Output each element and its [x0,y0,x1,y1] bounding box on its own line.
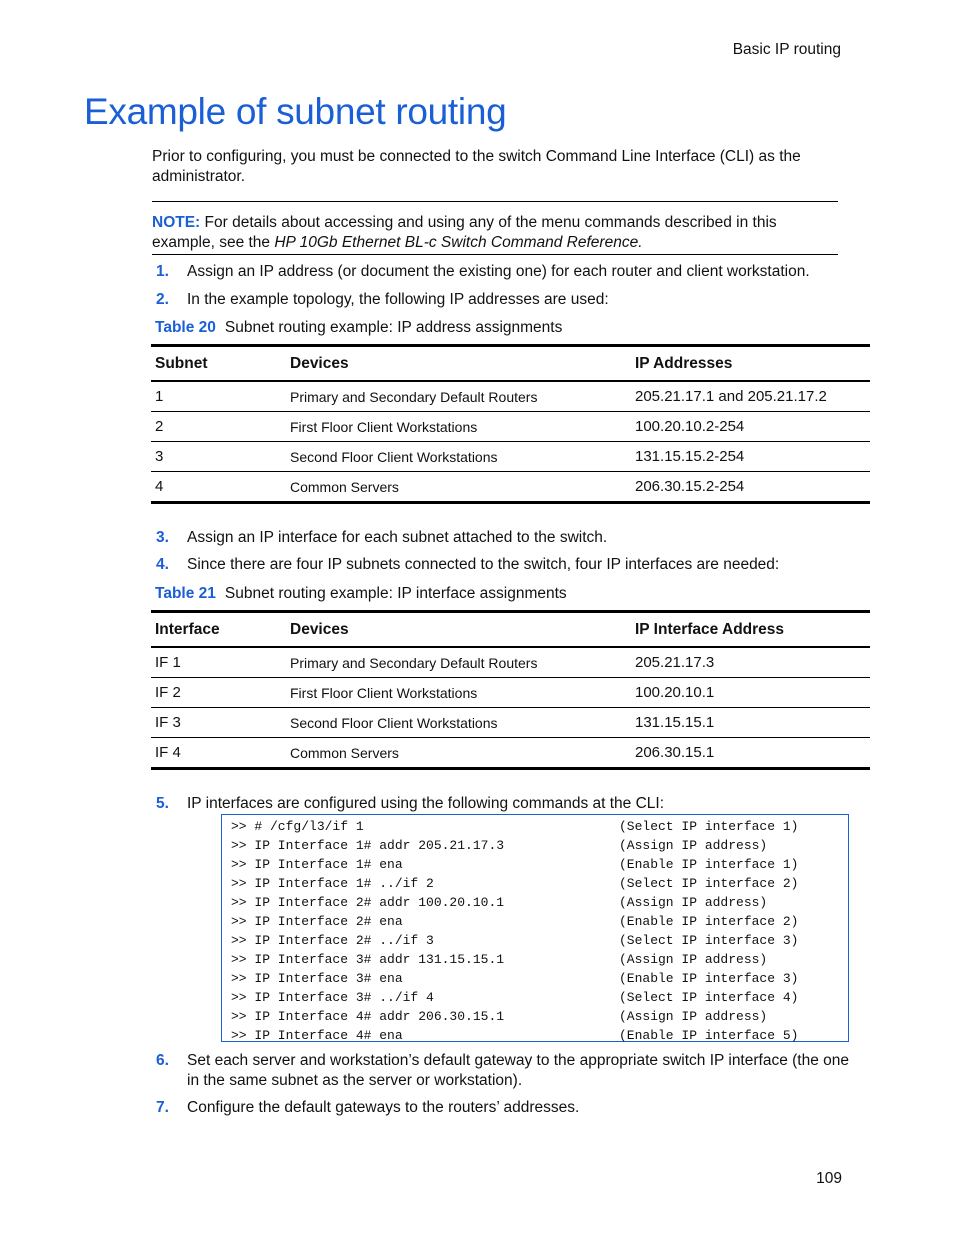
table-row [151,381,870,412]
cell: 205.21.17.3 [631,647,870,678]
code-command: >> IP Interface 3# ena [231,971,403,986]
step-text: Set each server and workstation’s default gateway to the appropriate switch IP interface (the one in the same subnet as the server or workstation). [187,1052,850,1089]
note-box [152,213,838,253]
table-21-caption [155,585,567,603]
step-6 [156,1051,861,1091]
step-1 [156,262,861,282]
code-line [231,912,848,931]
code-command: >> IP Interface 4# ena [231,1028,403,1043]
code-line [231,931,848,950]
step-text: Configure the default gateways to the routers’ addresses. [187,1099,580,1116]
step-number: 6. [156,1052,169,1069]
code-comment: (Assign IP address) [619,838,768,853]
table-header-row [151,346,870,382]
code-line [231,893,848,912]
code-command: >> IP Interface 1# ../if 2 [231,876,434,891]
table-row [151,472,870,503]
note-top-rule [152,201,838,202]
code-comment: (Assign IP address) [619,952,768,967]
code-comment: (Assign IP address) [619,1009,768,1024]
code-line [231,988,848,1007]
cell: 206.30.15.2-254 [631,472,870,503]
cell: 131.15.15.2-254 [631,442,870,472]
table-row [151,738,870,769]
column-header: Interface [151,612,286,648]
step-3 [156,528,861,548]
table-row [151,647,870,678]
table-caption-text: Subnet routing example: IP address assignments [224,319,563,336]
code-comment: (Assign IP address) [619,895,768,910]
code-command: >> # /cfg/l3/if 1 [231,819,364,834]
table-label: Table 20 [155,319,216,336]
step-number: 3. [156,529,169,546]
code-line [231,969,848,988]
cell: Second Floor Client Workstations [286,708,631,738]
cell: 3 [151,442,286,472]
cell: Common Servers [286,738,631,769]
step-number: 2. [156,291,169,308]
column-header: IP Interface Address [631,612,870,648]
cell: IF 2 [151,678,286,708]
code-command: >> IP Interface 2# ena [231,914,403,929]
step-2 [156,290,861,310]
cell: 100.20.10.2-254 [631,412,870,442]
cell: 205.21.17.1 and 205.21.17.2 [631,381,870,412]
step-7 [156,1098,861,1118]
column-header: Devices [286,612,631,648]
ip-address-table [151,344,870,504]
step-text: In the example topology, the following IP addresses are used: [187,291,609,308]
code-command: >> IP Interface 3# ../if 4 [231,990,434,1005]
cell: IF 3 [151,708,286,738]
column-header: Devices [286,346,631,382]
step-text: Since there are four IP subnets connected to the switch, four IP interfaces are needed: [187,556,780,573]
step-number: 4. [156,556,169,573]
table-20-caption [155,319,562,337]
code-comment: (Enable IP interface 2) [619,914,799,929]
step-5 [156,794,861,814]
cell: 2 [151,412,286,442]
step-number: 5. [156,795,169,812]
running-header: Basic IP routing [732,41,841,58]
cell: IF 4 [151,738,286,769]
code-line [231,836,848,855]
note-text: For details about accessing and using any of the menu commands described in this example, see the [152,214,777,251]
step-4 [156,555,861,575]
code-command: >> IP Interface 4# addr 206.30.15.1 [231,1009,505,1024]
cell: First Floor Client Workstations [286,412,631,442]
cell: 206.30.15.1 [631,738,870,769]
table-header-row [151,612,870,648]
table-caption-text: Subnet routing example: IP interface assignments [224,585,567,602]
cell: Common Servers [286,472,631,503]
code-command: >> IP Interface 3# addr 131.15.15.1 [231,952,505,967]
table-row [151,442,870,472]
code-line [231,874,848,893]
cell: Primary and Secondary Default Routers [286,647,631,678]
cell: 131.15.15.1 [631,708,870,738]
code-line [231,855,848,874]
code-comment: (Enable IP interface 5) [619,1028,799,1043]
code-command: >> IP Interface 1# addr 205.21.17.3 [231,838,505,853]
note-label: NOTE: [152,214,201,231]
table-row [151,708,870,738]
page-title: Example of subnet routing [84,91,507,132]
code-comment: (Select IP interface 2) [619,876,799,891]
code-comment: (Select IP interface 1) [619,819,799,834]
cell: Second Floor Client Workstations [286,442,631,472]
code-line [231,817,848,836]
code-comment: (Enable IP interface 1) [619,857,799,872]
code-comment: (Select IP interface 4) [619,990,799,1005]
table-row [151,678,870,708]
note-bottom-rule [152,254,838,255]
code-command: >> IP Interface 2# ../if 3 [231,933,434,948]
code-line [231,950,848,969]
step-text: Assign an IP interface for each subnet attached to the switch. [187,529,608,546]
cell: Primary and Secondary Default Routers [286,381,631,412]
cell: 100.20.10.1 [631,678,870,708]
step-text: IP interfaces are configured using the following commands at the CLI: [187,795,665,812]
step-number: 1. [156,263,169,280]
cell: 4 [151,472,286,503]
code-command: >> IP Interface 1# ena [231,857,403,872]
page-number: 109 [816,1170,842,1187]
code-comment: (Select IP interface 3) [619,933,799,948]
step-text: Assign an IP address (or document the existing one) for each router and client workstation. [187,263,810,280]
cell: 1 [151,381,286,412]
column-header: Subnet [151,346,286,382]
intro-paragraph: Prior to configuring, you must be connected to the switch Command Line Interface (CLI) as the administrator. [152,148,801,185]
ip-interface-table [151,610,870,770]
code-line [231,1007,848,1026]
column-header: IP Addresses [631,346,870,382]
code-command: >> IP Interface 2# addr 100.20.10.1 [231,895,505,910]
cell: First Floor Client Workstations [286,678,631,708]
cell: IF 1 [151,647,286,678]
table-label: Table 21 [155,585,216,602]
step-number: 7. [156,1099,169,1116]
note-reference: HP 10Gb Ethernet BL-c Switch Command Reference. [274,234,643,251]
table-row [151,412,870,442]
code-line [231,1026,848,1045]
code-comment: (Enable IP interface 3) [619,971,799,986]
cli-code-block [221,814,849,1042]
